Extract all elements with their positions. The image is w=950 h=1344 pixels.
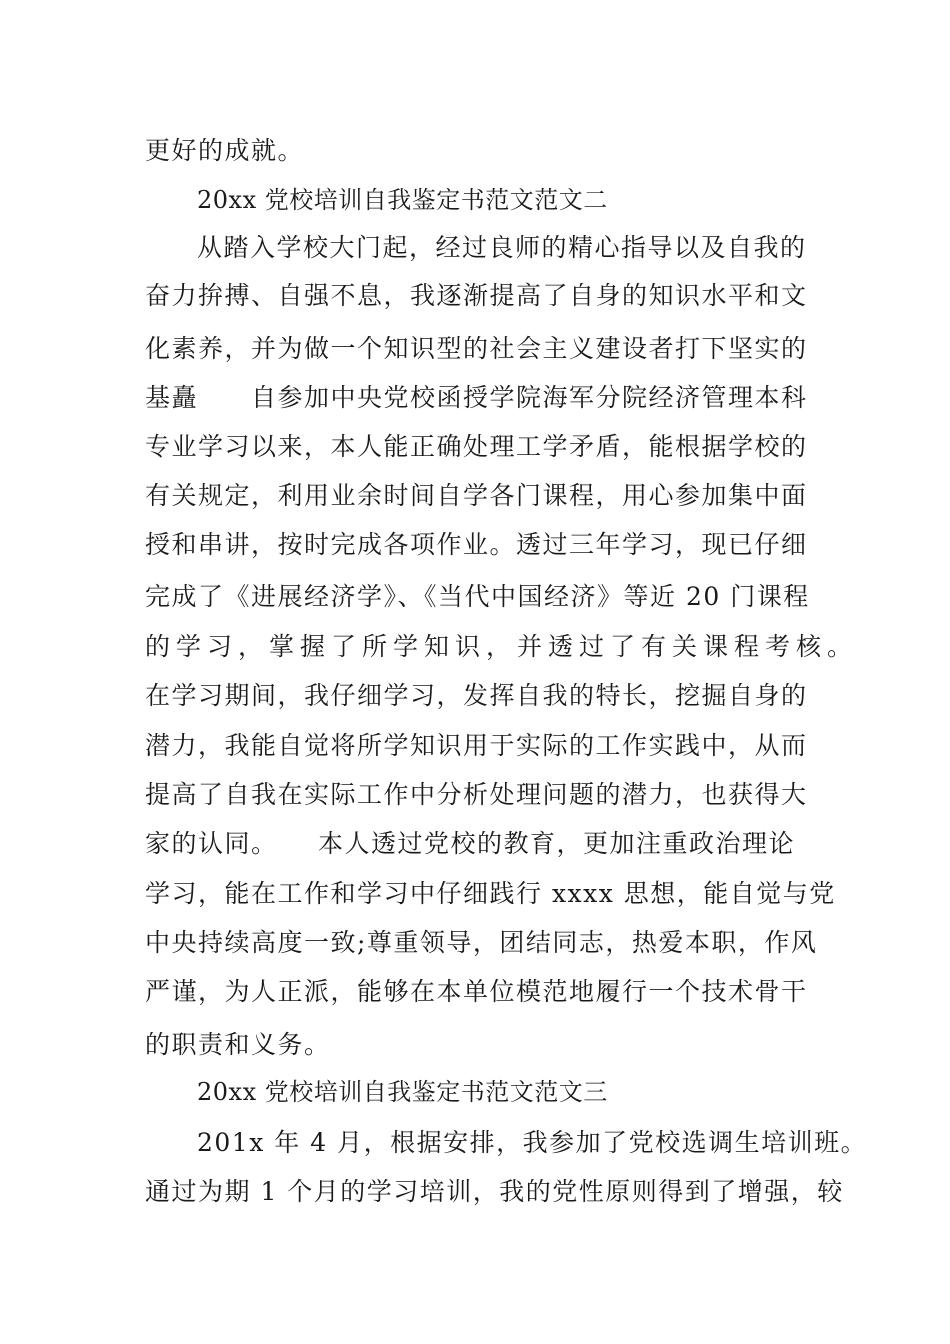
text-line-11: 的学习，掌握了所学知识，并透过了有关课程考核。 bbox=[145, 632, 859, 661]
text-line-14: 提高了自我在实际工作中分析处理问题的潜力，也获得大 bbox=[145, 780, 808, 809]
text-line-10: 完成了《进展经济学》、《当代中国经济》等近 20 门课程 bbox=[145, 582, 810, 611]
text-line-5: 化素养，并为做一个知识型的社会主义建设者打下坚实的 bbox=[145, 334, 808, 363]
text-line-8: 有关规定，利用业余时间自学各门课程，用心参加集中面 bbox=[145, 481, 808, 510]
text-line-9: 授和串讲，按时完成各项作业。透过三年学习，现已仔细 bbox=[145, 530, 808, 559]
text-line-3: 从踏入学校大门起，经过良师的精心指导以及自我的 bbox=[197, 233, 807, 262]
text-line-7: 专业学习以来，本人能正确处理工学矛盾，能根据学校的 bbox=[145, 432, 808, 461]
text-line-19: 的职责和义务。 bbox=[145, 1030, 331, 1059]
text-line-22: 通过为期 1 个月的学习培训，我的党性原则得到了增强，较 bbox=[145, 1177, 844, 1206]
text-line-1: 更好的成就。 bbox=[145, 136, 305, 165]
section-heading-2: 20xx 党校培训自我鉴定书范文范文二 bbox=[197, 186, 608, 214]
section-heading-3: 20xx 党校培训自我鉴定书范文范文三 bbox=[197, 1078, 608, 1106]
text-line-16: 学习，能在工作和学习中仔细践行 xxxx 思想，能自觉与党 bbox=[145, 879, 836, 908]
text-line-17: 中央持续高度一致;尊重领导，团结同志，热爱本职，作风 bbox=[145, 928, 818, 957]
text-line-12: 在学习期间，我仔细学习，发挥自我的特长，挖掘自身的 bbox=[145, 681, 808, 710]
text-line-6: 基矗 自参加中央党校函授学院海军分院经济管理本科 bbox=[145, 383, 808, 412]
text-line-15: 家的认同。 本人透过党校的教育，更加注重政治理论 bbox=[145, 829, 796, 858]
text-line-18: 严谨，为人正派，能够在本单位模范地履行一个技术骨干 bbox=[145, 977, 808, 1006]
text-line-21: 201x 年 4 月，根据安排，我参加了党校选调生培训班。 bbox=[197, 1128, 868, 1157]
text-line-13: 潜力，我能自觉将所学知识用于实际的工作实践中，从而 bbox=[145, 731, 808, 760]
text-line-4: 奋力拚搏、自强不息，我逐渐提高了自身的知识水平和文 bbox=[145, 281, 808, 310]
